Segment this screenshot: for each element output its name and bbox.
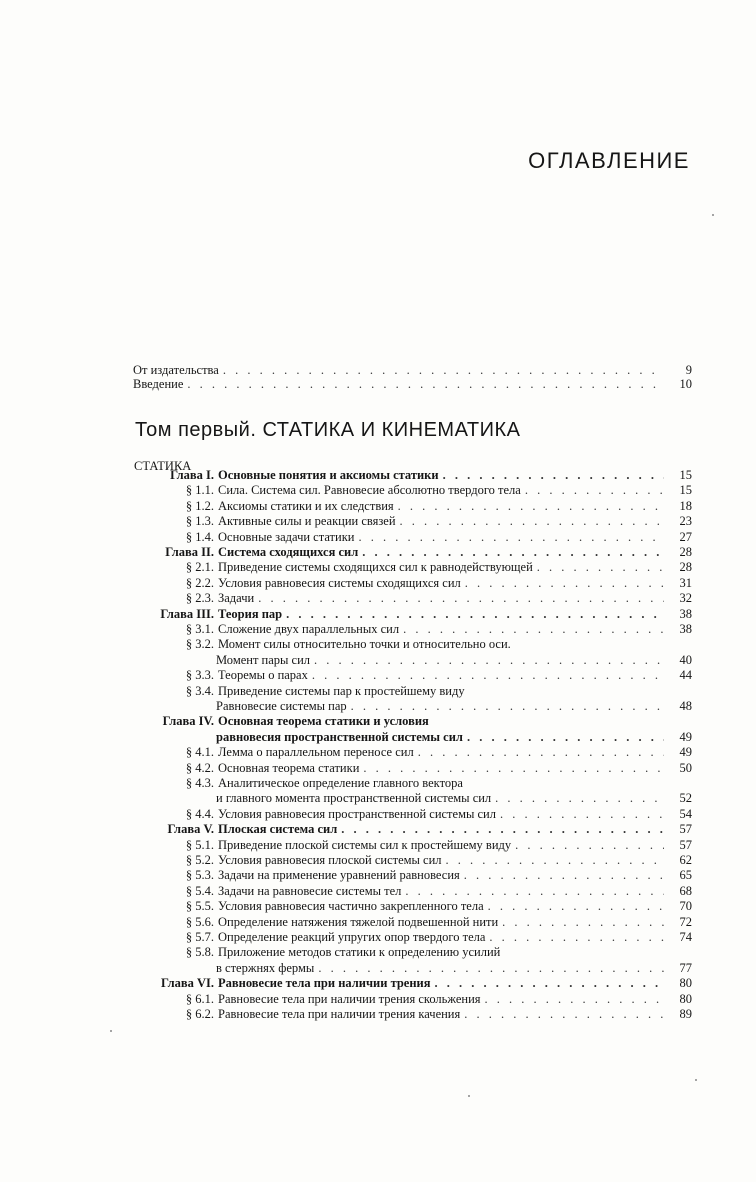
toc-entry-number: § 2.2. xyxy=(185,575,214,590)
toc-entry-number: § 5.8. xyxy=(185,945,214,960)
leader-dots xyxy=(312,668,664,683)
leader-dots xyxy=(525,483,664,498)
toc-chapter-entry[interactable] xyxy=(216,730,692,745)
toc-page-number: 28 xyxy=(679,545,692,559)
toc-entry-text: Условия равновесия плоской системы сил xyxy=(218,853,442,867)
toc-entry-number: § 5.2. xyxy=(185,853,214,867)
toc-page-number: 40 xyxy=(679,652,692,667)
page-title: ОГЛАВЛЕНИЕ xyxy=(528,148,690,173)
toc-chapter-entry[interactable] xyxy=(146,976,692,991)
toc-page-number: 65 xyxy=(679,868,692,883)
toc-entry-text: Сила. Система сил. Равновесие абсолютно твердого тела xyxy=(218,483,521,498)
toc-entry-text: Условия равновесия частично закрепленного тела xyxy=(218,899,484,914)
toc-entry-number: § 3.4. xyxy=(185,683,214,698)
toc-entry-number: Глава V. xyxy=(167,822,214,837)
toc-page-number: 10 xyxy=(679,377,692,391)
toc-page-number: 23 xyxy=(679,514,692,529)
toc-entry-number: § 5.1. xyxy=(185,837,214,852)
toc-section-entry[interactable] xyxy=(176,591,692,606)
toc-chapter-entry[interactable] xyxy=(146,607,692,622)
toc-page-number: 57 xyxy=(679,837,692,852)
toc-entry-number: § 2.1. xyxy=(185,560,214,575)
leader-dots xyxy=(400,514,664,529)
toc-entry-text: Задачи на применение уравнений равновесия xyxy=(218,868,460,883)
toc-entry-text-continued: Момент пары сил xyxy=(216,652,311,667)
toc-entry-text: Введение xyxy=(133,377,184,391)
toc-entry-number: § 5.6. xyxy=(185,914,214,929)
toc-section-entry[interactable] xyxy=(176,514,692,529)
scan-speck xyxy=(468,1095,470,1097)
toc-section-entry[interactable] xyxy=(176,1007,692,1022)
toc-entry-number: § 3.2. xyxy=(185,637,214,652)
toc-entry-text-continued: и главного момента пространственной системы сил xyxy=(216,791,492,806)
toc-page-number: 80 xyxy=(679,976,692,991)
toc-entry-text: Равновесие тела при наличии трения xyxy=(218,976,431,991)
toc-entry-number: § 6.2. xyxy=(185,1007,214,1021)
toc-entry-number: § 2.3. xyxy=(185,591,214,606)
toc-entry-text: Аналитическое определение главного вектора xyxy=(218,776,463,790)
toc-entry-number: Глава VI. xyxy=(161,976,214,991)
toc-entry-text: Теоремы о парах xyxy=(218,668,308,683)
toc-section-entry[interactable] xyxy=(216,653,692,668)
toc-page-number: 70 xyxy=(679,899,692,914)
toc-entry-number: § 4.4. xyxy=(185,806,214,821)
leader-dots xyxy=(485,992,664,1007)
leader-dots xyxy=(403,622,664,637)
toc-chapter-entry[interactable] xyxy=(146,468,692,483)
toc-section-entry[interactable] xyxy=(176,499,692,514)
toc-front-introduction[interactable] xyxy=(133,377,692,392)
toc-entry-text: Основная теорема статики xyxy=(218,760,360,775)
toc-entry-number: § 1.2. xyxy=(185,498,214,513)
toc-page-number: 44 xyxy=(679,668,692,683)
toc-section-entry[interactable] xyxy=(176,884,692,899)
toc-page-number: 28 xyxy=(679,560,692,575)
leader-dots xyxy=(358,530,664,545)
toc-page-number: 18 xyxy=(679,498,692,513)
toc-entry-text: Равновесие тела при наличии трения скольжения xyxy=(218,991,481,1006)
toc-section-entry[interactable] xyxy=(176,622,692,637)
leader-dots xyxy=(495,791,664,806)
leader-dots xyxy=(223,363,664,378)
volume-title: Том первый. СТАТИКА И КИНЕМАТИКА xyxy=(135,419,521,441)
toc-entry-text: Основные задачи статики xyxy=(218,529,355,544)
toc-page-number: 38 xyxy=(679,606,692,621)
leader-dots xyxy=(286,607,664,622)
toc-entry-number: Глава I. xyxy=(170,468,214,482)
toc-chapter-entry[interactable] xyxy=(146,545,692,560)
leader-dots xyxy=(314,653,664,668)
toc-section-line[interactable] xyxy=(176,637,511,652)
toc-page-number: 74 xyxy=(679,930,692,944)
leader-dots xyxy=(362,545,664,560)
toc-chapter-entry[interactable] xyxy=(146,822,692,837)
toc-page-number: 27 xyxy=(679,529,692,544)
leader-dots xyxy=(464,868,664,883)
leader-dots xyxy=(488,899,664,914)
toc-entry-number: § 1.3. xyxy=(185,514,214,529)
toc-page-number: 52 xyxy=(679,791,692,806)
toc-section-entry[interactable] xyxy=(216,699,692,714)
toc-entry-text: Задачи на равновесие системы тел xyxy=(218,883,402,898)
leader-dots xyxy=(341,822,664,837)
scan-speck xyxy=(695,1079,697,1081)
section-label: СТАТИКА xyxy=(134,459,192,473)
toc-entry-text: Приведение системы пар к простейшему виду xyxy=(218,683,465,698)
toc-entry-number: § 1.1. xyxy=(185,483,214,498)
toc-entry-text: Приведение плоской системы сил к простейшему виду xyxy=(218,837,512,852)
toc-front-publisher[interactable] xyxy=(133,363,692,378)
toc-page-number: 89 xyxy=(679,1007,692,1021)
toc-page-number: 77 xyxy=(679,960,692,975)
toc-entry-number: § 4.2. xyxy=(185,760,214,775)
toc-entry-text: Определение натяжения тяжелой подвешенной нити xyxy=(218,914,499,929)
toc-section-entry[interactable] xyxy=(176,668,692,683)
toc-section-entry[interactable] xyxy=(176,930,692,945)
toc-entry-number: § 5.5. xyxy=(185,899,214,914)
leader-dots xyxy=(443,468,664,483)
leader-dots xyxy=(537,560,664,575)
toc-entry-text-continued: равновесия пространственной системы сил xyxy=(216,729,463,744)
toc-entry-number: § 5.3. xyxy=(185,868,214,883)
toc-section-entry[interactable] xyxy=(216,961,692,976)
toc-entry-number: § 5.7. xyxy=(185,930,214,944)
toc-entry-text: Определение реакций упругих опор твердого тела xyxy=(218,930,486,944)
leader-dots xyxy=(351,699,664,714)
toc-entry-number: § 3.1. xyxy=(185,622,214,636)
toc-entry-text: Сложение двух параллельных сил xyxy=(218,622,400,636)
toc-entry-text: Система сходящихся сил xyxy=(218,545,359,559)
toc-section-entry[interactable] xyxy=(176,761,692,776)
toc-section-entry[interactable] xyxy=(176,483,692,498)
toc-section-line[interactable] xyxy=(176,945,500,960)
toc-page-number: 48 xyxy=(679,699,692,713)
toc-page-number: 54 xyxy=(679,806,692,821)
toc-page-number: 15 xyxy=(679,468,692,482)
toc-page-number: 15 xyxy=(679,483,692,498)
toc-section-entry[interactable] xyxy=(176,992,692,1007)
toc-page-number: 62 xyxy=(679,853,692,867)
toc-section-entry[interactable] xyxy=(176,838,692,853)
toc-page-number: 38 xyxy=(679,622,692,636)
toc-page-number: 72 xyxy=(679,914,692,929)
toc-section-entry[interactable] xyxy=(216,791,692,806)
toc-entry-text: Лемма о параллельном переносе сил xyxy=(218,745,414,760)
toc-page-number: 49 xyxy=(679,729,692,744)
toc-page-number: 80 xyxy=(679,991,692,1006)
leader-dots xyxy=(464,1007,664,1022)
toc-entry-text: Активные силы и реакции связей xyxy=(218,514,396,529)
leader-dots xyxy=(258,591,664,606)
leader-dots xyxy=(363,761,664,776)
toc-entry-text: Задачи xyxy=(218,591,255,606)
toc-entry-text: Условия равновесия пространственной системы сил xyxy=(218,806,496,821)
toc-entry-text: Условия равновесия системы сходящихся сил xyxy=(218,575,461,590)
toc-section-line[interactable] xyxy=(176,684,465,699)
toc-entry-text: Аксиомы статики и их следствия xyxy=(218,498,394,513)
leader-dots xyxy=(318,961,664,976)
leader-dots xyxy=(187,377,664,392)
toc-page-number: 50 xyxy=(679,760,692,775)
leader-dots xyxy=(467,730,664,745)
toc-entry-text: Основные понятия и аксиомы статики xyxy=(218,468,439,482)
toc-entry-text-continued: Равновесие системы пар xyxy=(216,699,347,713)
toc-page-number: 68 xyxy=(679,883,692,898)
toc-entry-number: § 5.4. xyxy=(185,883,214,898)
scan-speck xyxy=(110,1030,112,1032)
leader-dots xyxy=(465,576,664,591)
toc-section-line[interactable] xyxy=(176,776,463,791)
leader-dots xyxy=(500,807,664,822)
toc-entry-text: Приведение системы сходящихся сил к равнодействующей xyxy=(218,560,533,575)
scan-speck xyxy=(712,214,714,216)
leader-dots xyxy=(502,915,664,930)
leader-dots xyxy=(515,838,664,853)
toc-entry-number: § 6.1. xyxy=(185,991,214,1006)
toc-entry-text: Плоская система сил xyxy=(218,822,338,837)
toc-section-entry[interactable] xyxy=(176,745,692,760)
leader-dots xyxy=(435,976,664,991)
leader-dots xyxy=(446,853,664,868)
toc-section-entry[interactable] xyxy=(176,576,692,591)
leader-dots xyxy=(405,884,664,899)
toc-entry-number: Глава IV. xyxy=(162,714,214,729)
toc-entry-text: Теория пар xyxy=(218,606,283,621)
toc-entry-number: Глава II. xyxy=(165,545,214,559)
toc-page-number: 57 xyxy=(679,822,692,837)
toc-section-entry[interactable] xyxy=(176,530,692,545)
toc-entry-number: Глава III. xyxy=(160,606,214,621)
toc-section-entry[interactable] xyxy=(176,560,692,575)
toc-entry-text: Основная теорема статики и условия xyxy=(218,714,429,729)
toc-entry-text: Приложение методов статики к определению усилий xyxy=(218,945,501,960)
toc-entry-number: § 4.3. xyxy=(185,776,214,790)
toc-section-entry[interactable] xyxy=(176,868,692,883)
toc-entry-text: Равновесие тела при наличии трения качения xyxy=(218,1007,461,1021)
toc-page-number: 49 xyxy=(679,745,692,760)
toc-entry-text-continued: в стержнях фермы xyxy=(216,960,315,975)
toc-section-entry[interactable] xyxy=(176,915,692,930)
toc-entry-number: § 4.1. xyxy=(185,745,214,760)
toc-page-number: 9 xyxy=(685,363,692,377)
toc-page-number: 31 xyxy=(679,575,692,590)
leader-dots xyxy=(418,745,664,760)
leader-dots xyxy=(398,499,664,514)
toc-page-number: 32 xyxy=(679,591,692,606)
leader-dots xyxy=(489,930,664,945)
toc-entry-number: § 1.4. xyxy=(185,529,214,544)
toc-entry-number: § 3.3. xyxy=(185,668,214,683)
toc-section-entry[interactable] xyxy=(176,807,692,822)
toc-section-entry[interactable] xyxy=(176,853,692,868)
toc-entry-text: От издательства xyxy=(133,363,219,377)
toc-section-entry[interactable] xyxy=(176,899,692,914)
toc-entry-text: Момент силы относительно точки и относительно оси. xyxy=(218,637,511,652)
toc-chapter-line[interactable] xyxy=(146,714,429,729)
